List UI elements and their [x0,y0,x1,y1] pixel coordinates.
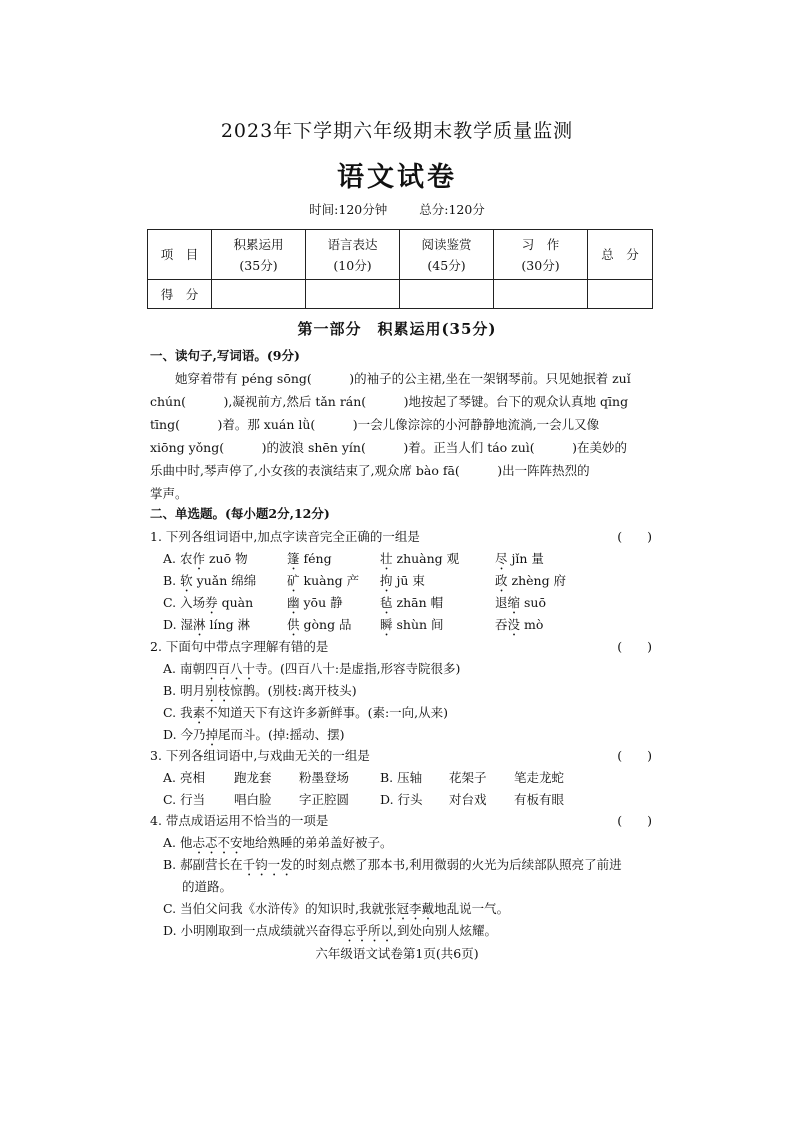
q1-option-d: 供 gòng 品 [287,617,352,632]
passage-line: 乐曲中时,琴声停了,小女孩的表演结束了,观众席 bào fā( )出一阵阵热烈的 [150,463,590,478]
total-score: 总分:120分 [419,202,485,217]
score-header-total: 总 分 [588,230,653,280]
q3-option-c: 字正腔圆 [299,792,350,807]
q3-option-b: 花架子 [449,770,487,785]
score-cell[interactable] [588,280,653,309]
passage-line: chún( ),凝视前方,然后 tǎn rán( )地按起了琴键。台下的观众认真地 qīng [150,394,629,409]
q3-option-a: A. 亮相 [163,770,205,785]
section1-heading: 一、读句子,写词语。(9分) [150,348,300,363]
passage-line: 她穿着带有 péng sōng( )的袖子的公主裙,坐在一架钢琴前。只见她抿着 zuǐ [175,371,631,386]
q1-option-c: 幽 yōu 静 [287,595,343,610]
time-limit: 时间:120分钟 [309,202,388,217]
passage-line: 掌声。 [150,486,188,501]
q3-option-b: B. 压轴 [380,770,423,785]
q2-option-b: B. 明月别枝惊鹊。(别枝:离开枝头) [163,683,357,698]
q4-option-b: B. 郝副营长在千钧一发的时刻点燃了那本书,利用微弱的火光为后续部队照亮了前进 [163,857,622,872]
answer-bracket[interactable]: ( ) [617,529,652,544]
score-header-accumulation: 积累运用 (35分) [212,230,306,280]
q1-option-b: B. 软 yuǎn 绵绵 [163,573,257,588]
q1-option-a: 尽 jǐn 量 [495,551,544,566]
q1-stem: 1. 下列各组词语中,加点字读音完全正确的一组是 [150,529,420,544]
q1-option-d: 瞬 shùn 间 [380,617,444,632]
exam-meta [0,200,794,218]
exam-header: 2023年下学期六年级期末教学质量监测 [220,120,574,142]
score-cell[interactable] [494,280,588,309]
section2-heading: 二、单选题。(每小题2分,12分) [150,506,330,521]
answer-bracket[interactable]: ( ) [617,813,652,828]
q2-stem: 2. 下面句中带点字理解有错的是 [150,639,329,654]
q3-option-a: 跑龙套 [234,770,272,785]
q2-option-c: C. 我素不知道天下有这许多新鲜事。(素:一向,从来) [163,705,449,720]
q3-option-d: 有板有眼 [514,792,565,807]
q4-option-d: D. 小明刚取到一点成绩就兴奋得忘乎所以,到处向别人炫耀。 [163,923,498,938]
q2-option-a: A. 南朝四百八十寺。(四百八十:是虚指,形容寺院很多) [163,661,461,676]
score-table [147,229,653,309]
q3-stem: 3. 下列各组词语中,与戏曲无关的一组是 [150,748,370,763]
q1-option-b: 拘 jū 束 [380,573,425,588]
q1-option-b: 政 zhèng 府 [495,573,567,588]
score-header-expression: 语言表达 (10分) [306,230,400,280]
q1-option-d: D. 湿淋 líng 淋 [163,617,251,632]
passage-line: xiōng yǒng( )的波浪 shēn yín( )着。正当人们 táo zuì( )在美妙的 [150,440,628,455]
q4-stem: 4. 带点成语运用不恰当的一项是 [150,813,329,828]
q1-option-c: 毡 zhān 帽 [380,595,444,610]
answer-bracket[interactable]: ( ) [617,639,652,654]
q3-option-a: 粉墨登场 [299,770,350,785]
score-cell[interactable] [400,280,494,309]
q3-option-b: 笔走龙蛇 [514,770,565,785]
q4-option-c: C. 当伯父问我《水浒传》的知识时,我就张冠李戴地乱说一气。 [163,901,510,916]
q3-option-d: 对台戏 [449,792,487,807]
page-footer: 六年级语文试卷第1页(共6页) [315,946,479,961]
q1-option-c: 退缩 suō [495,595,546,610]
passage-line: tīng( )着。那 xuán lǜ( )一会儿像淙淙的小河静静地流淌,一会儿又像 [150,417,600,432]
score-header-writing: 习 作 (30分) [494,230,588,280]
answer-bracket[interactable]: ( ) [617,748,652,763]
q1-option-a: 篷 féng [287,551,332,566]
score-header-reading: 阅读鉴赏 (45分) [400,230,494,280]
q3-option-c: C. 行当 [163,792,206,807]
q3-option-d: D. 行头 [380,792,423,807]
score-header-item: 项 目 [148,230,212,280]
part1-title: 第一部分 积累运用(35分) [297,320,497,338]
q1-option-a: 壮 zhuàng 观 [380,551,460,566]
exam-title: 语文试卷 [337,162,457,193]
score-cell[interactable] [212,280,306,309]
score-cell[interactable] [306,280,400,309]
score-row-label: 得 分 [148,280,212,309]
q4-option-b-cont: 的道路。 [182,879,233,894]
q1-option-c: C. 入场券 quàn [163,595,254,610]
q3-option-c: 唱白脸 [234,792,272,807]
q1-option-b: 矿 kuàng 产 [287,573,360,588]
q2-option-d: D. 今乃掉尾而斗。(掉:摇动、摆) [163,727,345,742]
q4-option-a: A. 他忐忑不安地给熟睡的弟弟盖好被子。 [163,835,393,850]
q1-option-d: 吞没 mò [495,617,544,632]
q1-option-a: A. 农作 zuō 物 [163,551,248,566]
